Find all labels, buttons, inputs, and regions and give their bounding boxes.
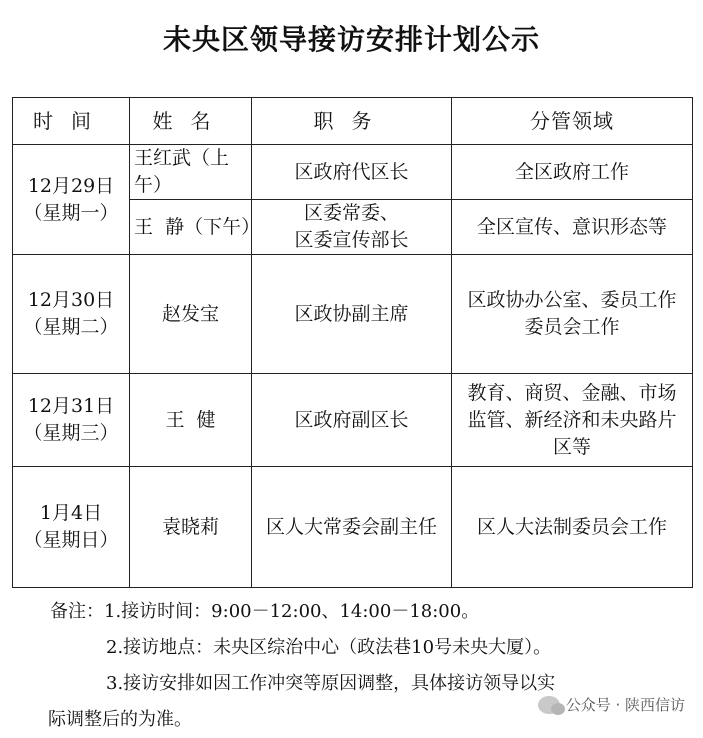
position-cell: 区委常委、 区委宣传部长 [252, 200, 452, 255]
page-title: 未央区领导接访安排计划公示 [162, 23, 540, 56]
note-line-1: 备注：1.接访时间：9:00－12:00、14:00－18:00。 [50, 601, 480, 622]
watermark [538, 694, 685, 715]
position-cell: 区人大常委会副主任 [252, 467, 452, 588]
notes [50, 594, 670, 738]
wechat-icon [538, 696, 560, 714]
name-cell: 袁晓莉 [130, 467, 252, 588]
watermark-text: 公众号 · 陕西信访 [565, 696, 685, 714]
table-header-row [13, 98, 693, 145]
header-area: 分管领域 [452, 98, 693, 145]
position-cell: 区政府代区长 [252, 145, 452, 200]
name-cell: 赵发宝 [130, 255, 252, 374]
name-cell: 王红武（上午） [130, 145, 252, 200]
date-cell [13, 374, 130, 467]
name-cell: 王 静（下午） [130, 200, 252, 255]
note-line-2: 2.接访地点：未央区综治中心（政法巷10号未央大厦）。 [106, 637, 552, 658]
table-row [13, 374, 693, 467]
area-cell: 区人大法制委员会工作 [452, 467, 693, 588]
position-cell: 区政协副主席 [252, 255, 452, 374]
name-cell: 王 健 [130, 374, 252, 467]
header-name: 姓名 [130, 98, 252, 145]
weekday-text: （星期三） [23, 422, 119, 444]
area-cell: 区政协办公室、委员工作 委员会工作 [452, 255, 693, 374]
area-cell: 全区政府工作 [452, 145, 693, 200]
table-row [13, 145, 693, 200]
area-cell: 教育、商贸、金融、市场 监管、新经济和未央路片 区等 [452, 374, 693, 467]
date-text: 12月30日 [27, 289, 115, 311]
date-text: 12月29日 [27, 174, 115, 197]
date-cell [13, 145, 130, 255]
table-row [13, 255, 693, 374]
position-cell: 区政府副区长 [252, 374, 452, 467]
schedule-table [12, 97, 693, 588]
date-text: 1月4日 [39, 502, 103, 524]
area-cell: 全区宣传、意识形态等 [452, 200, 693, 255]
weekday-text: （星期日） [23, 529, 119, 551]
table-row [13, 467, 693, 588]
header-position: 职务 [252, 98, 452, 145]
weekday-text: （星期一） [23, 201, 119, 224]
date-text: 12月31日 [27, 395, 115, 417]
note-line-4: 际调整后的为准。 [48, 709, 192, 730]
date-cell [13, 255, 130, 374]
date-cell [13, 467, 130, 588]
weekday-text: （星期二） [23, 316, 119, 338]
header-time: 时间 [13, 98, 130, 145]
note-line-3: 3.接访安排如因工作冲突等原因调整，具体接访领导以实 [106, 673, 556, 694]
